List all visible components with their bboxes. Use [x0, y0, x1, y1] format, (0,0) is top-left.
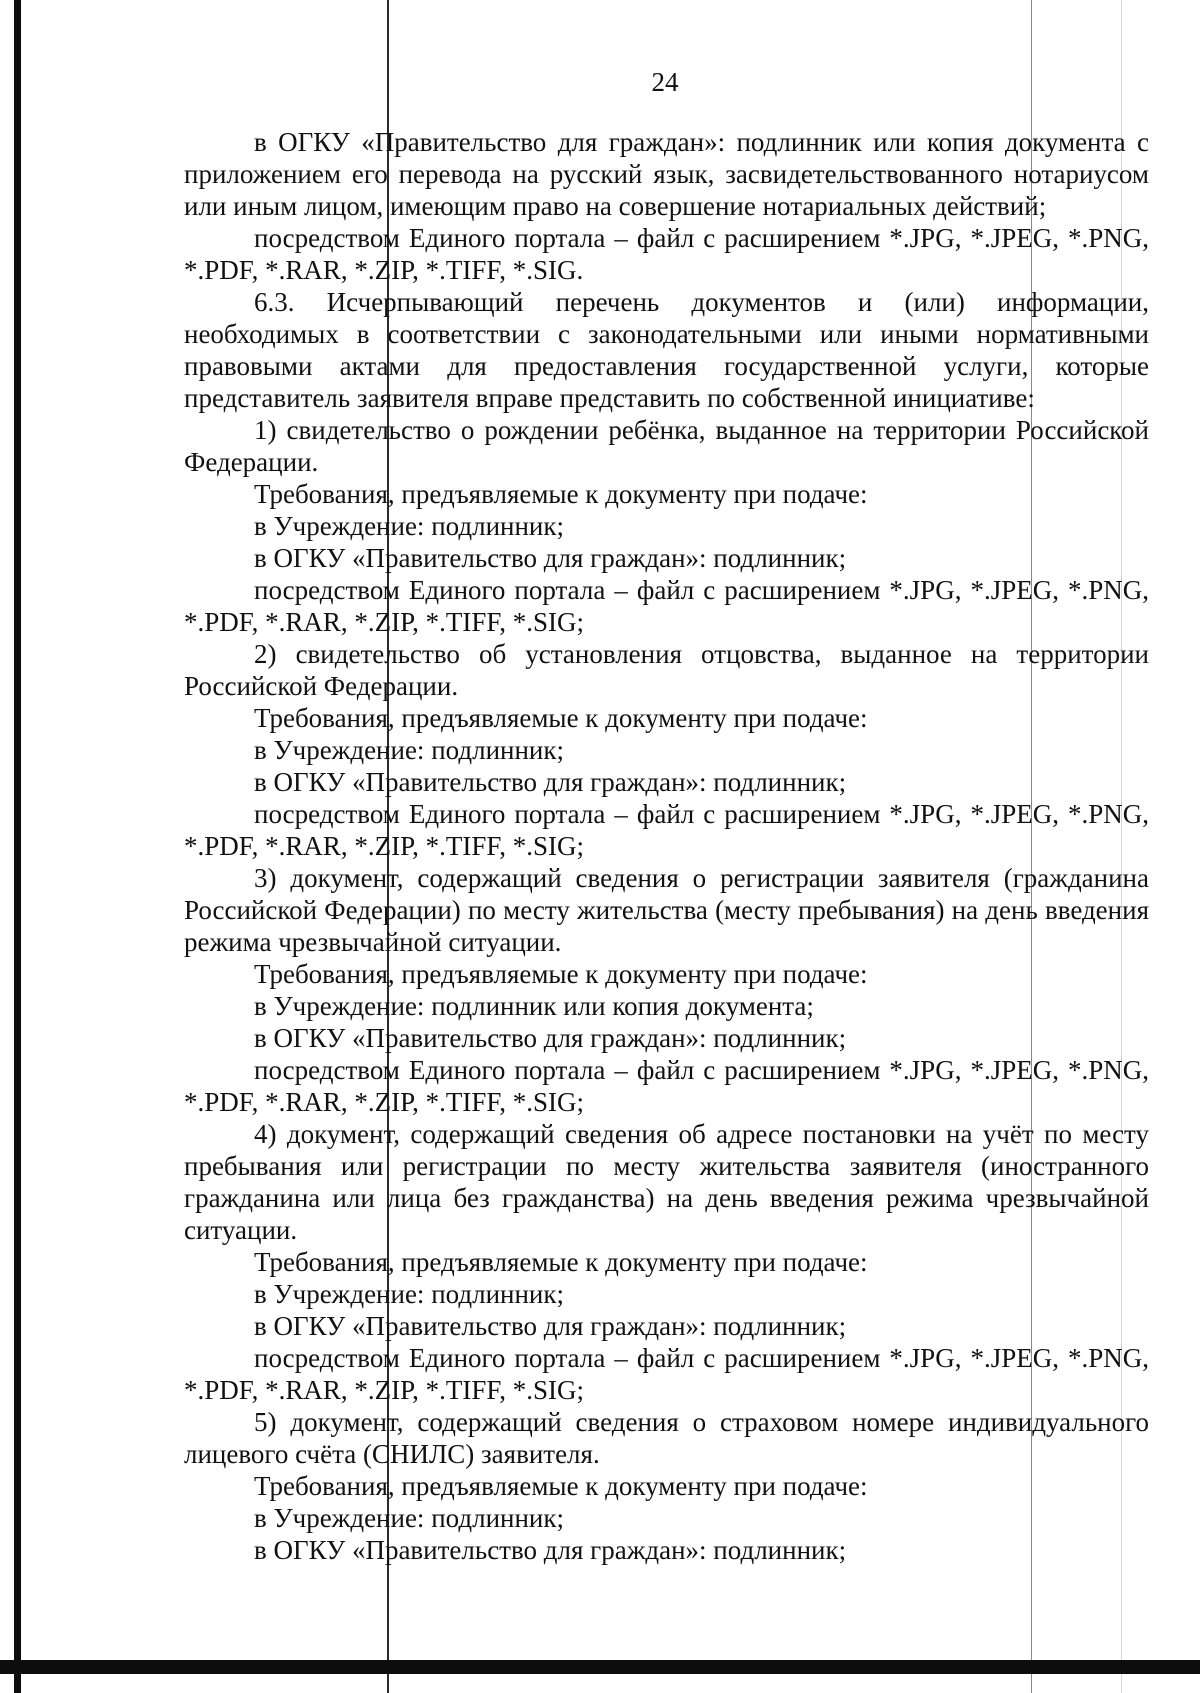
- document-body: [184, 126, 1149, 1566]
- paragraph: 1) свидетельство о рождении ребёнка, выданное на территории Российской Федерации.: [184, 415, 1149, 477]
- scan-bottom-edge: [0, 1660, 1200, 1674]
- scan-left-edge: [14, 0, 21, 1693]
- paragraph: в ОГКУ «Правительство для граждан»: подлинник;: [254, 1535, 847, 1565]
- paragraph: Требования, предъявляемые к документу при подаче:: [254, 959, 868, 989]
- paragraph: посредством Единого портала – файл с расширением *.JPG, *.JPEG, *.PNG, *.PDF, *.RAR, *.ZIP, *.TIFF, *.SIG;: [184, 575, 1149, 637]
- paragraph: в ОГКУ «Правительство для граждан»: подлинник;: [254, 1311, 847, 1341]
- paragraph: посредством Единого портала – файл с расширением *.JPG, *.JPEG, *.PNG, *.PDF, *.RAR, *.ZIP, *.TIFF, *.SIG;: [184, 1343, 1149, 1405]
- paragraph: в Учреждение: подлинник;: [254, 1503, 564, 1533]
- paragraph: 2) свидетельство об установления отцовства, выданное на территории Российской Федерации.: [184, 639, 1149, 701]
- paragraph: в ОГКУ «Правительство для граждан»: подлинник;: [254, 543, 847, 573]
- paragraph: в ОГКУ «Правительство для граждан»: подлинник или копия документа с приложением его перевода на русский язык, засвидетельствованного нотариусом или иным лицом, имеющим право на совершение нотариальных действий;: [184, 127, 1149, 221]
- paragraph: Требования, предъявляемые к документу при подаче:: [254, 703, 868, 733]
- paragraph: Требования, предъявляемые к документу при подаче:: [254, 1247, 868, 1277]
- paragraph: 6.3. Исчерпывающий перечень документов и (или) информации, необходимых в соответствии с законодательными или иными нормативными правовыми актами для предоставления государственной услуги, которые представитель заявителя вправе представить по собственной инициативе:: [184, 287, 1149, 413]
- paragraph: в ОГКУ «Правительство для граждан»: подлинник;: [254, 767, 847, 797]
- paragraph: в Учреждение: подлинник;: [254, 735, 564, 765]
- paragraph: 4) документ, содержащий сведения об адресе постановки на учёт по месту пребывания или регистрации по месту жительства заявителя (иностранного гражданина или лица без гражданства) на день введения режима чрезвычайной ситуации.: [184, 1119, 1149, 1245]
- page-number: 24: [651, 67, 679, 97]
- paragraph: посредством Единого портала – файл с расширением *.JPG, *.JPEG, *.PNG, *.PDF, *.RAR, *.ZIP, *.TIFF, *.SIG;: [184, 1055, 1149, 1117]
- paragraph: в Учреждение: подлинник;: [254, 1279, 564, 1309]
- paragraph: Требования, предъявляемые к документу при подаче:: [254, 1471, 868, 1501]
- paragraph: в Учреждение: подлинник или копия документа;: [254, 991, 814, 1021]
- paragraph: 5) документ, содержащий сведения о страховом номере индивидуального лицевого счёта (СНИЛС) заявителя.: [184, 1407, 1149, 1469]
- paragraph: в Учреждение: подлинник;: [254, 511, 564, 541]
- paragraph: Требования, предъявляемые к документу при подаче:: [254, 479, 868, 509]
- paragraph: посредством Единого портала – файл с расширением *.JPG, *.JPEG, *.PNG, *.PDF, *.RAR, *.ZIP, *.TIFF, *.SIG;: [184, 799, 1149, 861]
- paragraph: 3) документ, содержащий сведения о регистрации заявителя (гражданина Российской Федерации) по месту жительства (месту пребывания) на день введения режима чрезвычайной ситуации.: [184, 863, 1149, 957]
- paragraph: посредством Единого портала – файл с расширением *.JPG, *.JPEG, *.PNG, *.PDF, *.RAR, *.ZIP, *.TIFF, *.SIG.: [184, 223, 1149, 285]
- paragraph: в ОГКУ «Правительство для граждан»: подлинник;: [254, 1023, 847, 1053]
